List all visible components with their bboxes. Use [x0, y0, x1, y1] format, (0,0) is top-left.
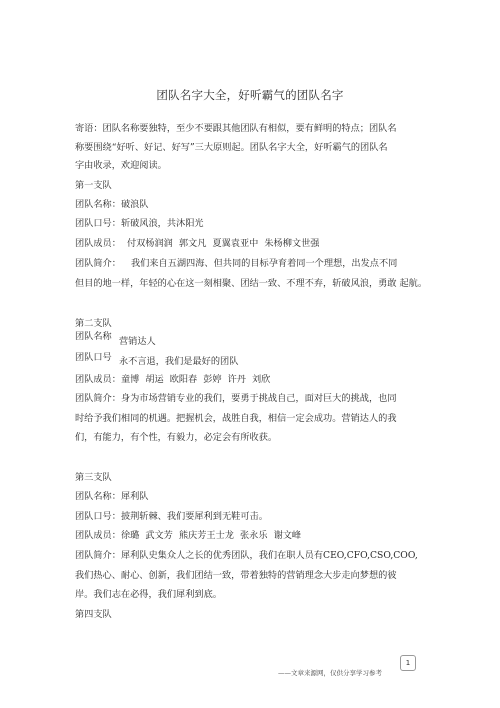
team3-member: 熊庆芳王士龙 — [178, 530, 234, 541]
page-number: 1 — [400, 655, 416, 671]
team1-name: 破浪队 — [120, 199, 149, 210]
team2-intro-line-2: 时给予我们相同的机遇。把握机会，战胜自我，相信一定会成功。营销达人的我 — [75, 413, 397, 424]
team1-slogan: 斩破风浪，共沐阳光 — [120, 218, 204, 229]
team3-intro-label: 团队简介： — [75, 550, 121, 561]
team3-members-label: 团队成员： — [75, 530, 121, 541]
team2-intro-line-3: 们，有能力，有个性，有毅力，必定会有所收获。 — [75, 432, 278, 443]
team1-members-row — [75, 238, 320, 250]
team1-member: 郭文凡 — [178, 238, 207, 249]
team3-name-row — [75, 491, 149, 503]
team2-member: 刘欣 — [252, 374, 271, 385]
team1-member: 朱杨柳文世强 — [264, 238, 320, 249]
page-title: 团队名字大全，好听霸气的团队名字 — [156, 88, 344, 102]
team2-member: 许丹 — [227, 374, 246, 385]
team3-member: 谢文峰 — [273, 530, 302, 541]
team1-intro-line-1: 我们来自五湖四海、但共同的目标孕育着同一个理想，出发点不同 — [130, 258, 398, 269]
intro-line-1: 寄语：团队名称要独特，至少不要跟其他团队有相似，要有鲜明的特点；团队名 — [75, 123, 397, 134]
team3-member: 武文芳 — [145, 530, 173, 541]
team3-member: 张永乐 — [240, 530, 268, 541]
team2-member: 彭婷 — [203, 374, 222, 385]
team2-slogan-label: 团队口号 — [75, 352, 112, 363]
team3-slogan-row — [75, 511, 268, 523]
team1-slogan-label: 团队口号： — [75, 218, 121, 229]
team1-intro-line-2: 但目的地一样，年轻的心在这一刻相聚、团结一致、不理不弃，斩破风浪，勇敢 起航。 — [75, 278, 428, 289]
team1-slogan-row — [75, 218, 204, 230]
team2-heading: 第二支队 — [75, 318, 112, 329]
team1-member: 夏翼袁亚中 — [212, 238, 259, 249]
team1-heading: 第一支队 — [75, 180, 112, 191]
team2-member: 童博 — [120, 374, 140, 385]
team2-member: 胡运 — [145, 374, 164, 385]
team2-member: 欧阳春 — [169, 374, 198, 385]
intro-line-3: 字由收录，欢迎阅读。 — [75, 160, 167, 171]
team1-intro-label: 团队简介： — [75, 258, 121, 269]
team3-slogan: 披荆斩棘、我们要犀利到无鞋可击。 — [120, 511, 268, 522]
team2-name: 营销达人 — [119, 336, 156, 347]
team1-members-label: 团队成员： — [75, 238, 121, 249]
team1-member: 付双杨润润 — [126, 238, 173, 249]
team3-name: 犀利队 — [120, 491, 149, 502]
team4-heading: 第四支队 — [75, 609, 112, 620]
team2-slogan: 永不言退，我们是最好的团队 — [119, 356, 239, 367]
footer-note: ——文章来源网，仅供分享学习参考 — [278, 669, 382, 677]
team2-intro-label: 团队简介： — [75, 393, 121, 404]
team3-heading: 第三支队 — [75, 472, 112, 483]
team3-member: 徐璐 — [120, 530, 140, 541]
team3-name-label: 团队名称： — [75, 491, 121, 502]
team3-intro-line-1: 犀利队史集众人之长的优秀团队，我们在职人员有CEO,CFO,CSO,COO, — [120, 550, 418, 561]
team1-name-row — [75, 199, 149, 211]
team3-members-row — [75, 530, 301, 542]
team2-members-row — [75, 374, 270, 386]
team3-intro-line-3: 岸。我们志在必得，我们犀利到底。 — [75, 589, 222, 600]
intro-line-2: 称要围绕“好听、好记、好写”三大原则起。团队名字大全，好听霸气的团队名 — [75, 142, 388, 153]
team3-intro-line-2: 我们热心、耐心、创新，我们团结一致，带着独特的营销理念大步走向梦想的彼 — [75, 570, 397, 581]
team2-name-label: 团队名称 — [75, 331, 112, 342]
team2-intro-row — [75, 393, 397, 405]
team3-intro-row — [75, 550, 418, 562]
team1-name-label: 团队名称： — [75, 199, 121, 210]
team2-intro-line-1: 身为市场营销专业的我们，要勇于挑战自己，面对巨大的挑战，也同 — [120, 393, 397, 404]
team1-intro-row — [75, 258, 397, 270]
team2-members-label: 团队成员： — [75, 374, 121, 385]
team3-slogan-label: 团队口号： — [75, 511, 121, 522]
